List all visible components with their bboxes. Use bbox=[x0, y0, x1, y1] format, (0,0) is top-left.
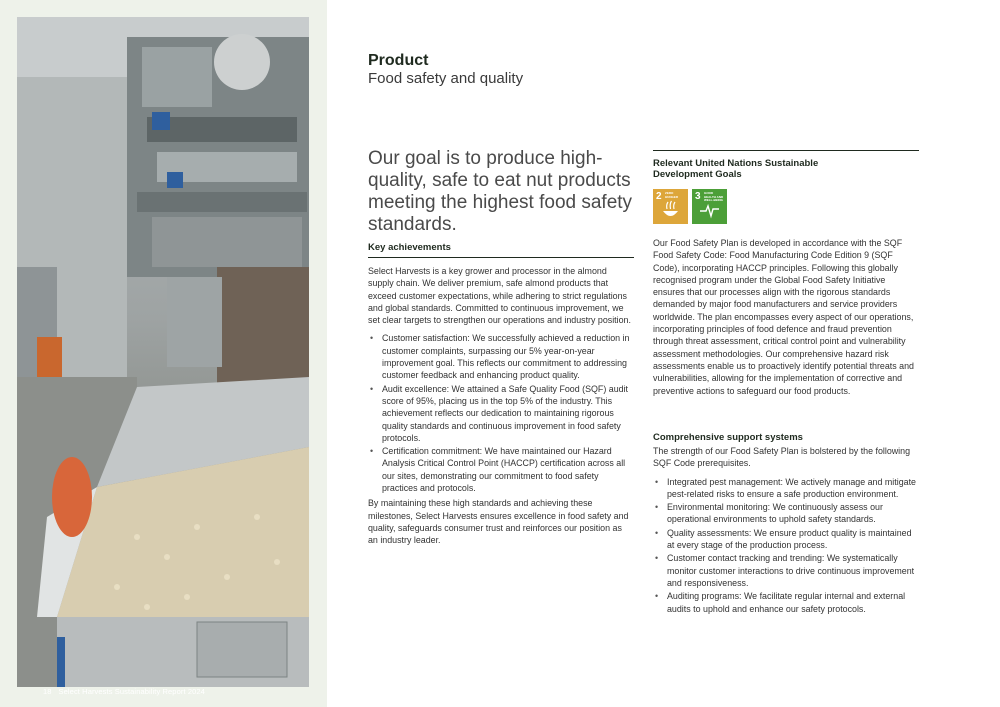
key-achievements-list bbox=[368, 332, 634, 494]
key-achievements-heading: Key achievements bbox=[368, 242, 634, 258]
support-systems-intro: The strength of our Food Safety Plan is bolstered by the following SQF Code prerequisites. bbox=[653, 446, 911, 469]
sdg-label: ZERO HUNGER bbox=[665, 191, 679, 199]
food-safety-plan-body bbox=[653, 237, 919, 403]
sdg-2-badge bbox=[653, 189, 688, 224]
list-item: • Environmental monitoring: We continuously assess our operational environments to uphold safety standards. bbox=[653, 501, 919, 526]
sdg-heading: Relevant United Nations Sustainable Development Goals bbox=[653, 158, 819, 180]
sdg-3-badge bbox=[692, 189, 727, 224]
list-item: • Integrated pest management: We actively manage and mitigate pest-related risks to ensure a safe production environment. bbox=[653, 476, 919, 501]
key-achievements-intro: Select Harvests is a key grower and processor in the almond supply chain. We deliver premium, safe almond products that exceed customer expectations, while adhering to strict regulations and global standards. Committed to continuous improvement, we set clear targets to strengthen our operations and industry position. bbox=[368, 266, 631, 326]
list-item: • Certification commitment: We have maintained our Hazard Analysis Critical Control Point (HACCP) certification across all our sites, demonstrating our commitment to food safety practices and protocols. bbox=[368, 445, 634, 494]
key-achievements-body bbox=[368, 265, 634, 553]
food-safety-plan-text: Our Food Safety Plan is developed in accordance with the SQF Food Safety Code: Food Manufacturing Code Edition 9 (SQF Code), incorporating HACCP principles. Following this globally recognised program under the Global Food Safety Initiative ensures that our processes align with the rigorous standards demanded by major food manufacturers and service providers worldwide. The plan encompasses every aspect of our operations, incorporating principles of food defence and fraud prevention through threat assessment, critical control point and vulnerability assessment methodologies. Our comprehensive hazard risk assessments enable us to proactively identify potential threats and vulnerabilities, allowing for the implementation of corrective and preventive actions to safeguard our food products. bbox=[653, 238, 914, 396]
divider bbox=[653, 150, 919, 151]
list-item: • Quality assessments: We ensure product quality is maintained at every stage of the production process. bbox=[653, 527, 919, 552]
report-title: Select Harvests Sustainability Report 2024 bbox=[58, 687, 205, 696]
sdg-icons bbox=[653, 189, 727, 224]
sdg-number: 2 bbox=[656, 191, 662, 202]
page-number: 18 bbox=[43, 687, 52, 696]
goal-statement: Our goal is to produce high-quality, safe to eat nut products meeting the highest food safety standards. bbox=[368, 148, 633, 235]
processing-line-illustration bbox=[17, 17, 309, 687]
page-footer bbox=[43, 687, 205, 696]
list-item: • Customer contact tracking and trending: We systematically monitor customer interactions to drive continuous improvement and responsiveness. bbox=[653, 552, 919, 589]
bowl-icon bbox=[653, 189, 688, 224]
heartbeat-icon bbox=[692, 189, 727, 224]
support-systems-body bbox=[653, 445, 919, 618]
key-achievements-closing: By maintaining these high standards and achieving these milestones, Select Harvests ensures excellence in food safety and quality, safeguards consumer trust and reinforces our position as an industry leader. bbox=[368, 498, 629, 546]
list-item: • Customer satisfaction: We successfully achieved a reduction in customer complaints, surpassing our 5% year-on-year improvement goal. This reflects our commitment to addressing customer feedback and enhancing product quality. bbox=[368, 332, 634, 381]
list-item: • Audit excellence: We attained a Safe Quality Food (SQF) audit score of 95%, placing us in the top 5% of the industry. This achievement reflects our dedication to maintaining rigorous quality standards and continuous improvement in food safety protocols. bbox=[368, 383, 634, 444]
support-systems-heading: Comprehensive support systems bbox=[653, 432, 803, 443]
section-title: Product bbox=[368, 52, 429, 69]
factory-photo bbox=[17, 17, 309, 696]
support-systems-list bbox=[653, 476, 919, 615]
sdg-label: GOOD HEALTH AND WELL-BEING bbox=[704, 191, 724, 202]
list-item: • Auditing programs: We facilitate regular internal and external audits to uphold and enhance our safety protocols. bbox=[653, 590, 919, 615]
section-subtitle: Food safety and quality bbox=[368, 70, 524, 87]
sdg-number: 3 bbox=[695, 191, 701, 202]
